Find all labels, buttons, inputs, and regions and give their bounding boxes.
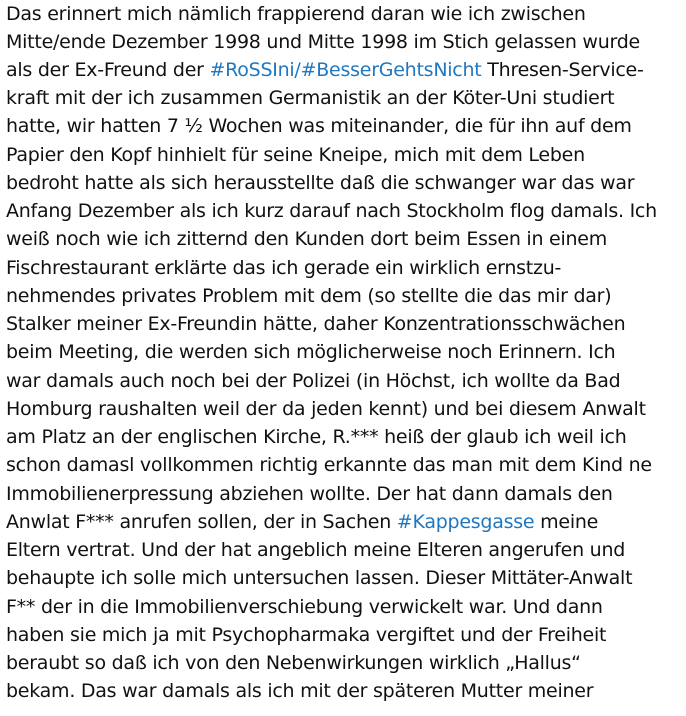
text-line: Anfang Dezember als ich kurz darauf nach Stockholm flog damals. Ich [6,200,657,222]
text-line: Mitte/ende Dezember 1998 und Mitte 1998 im Stich gelassen wurde [6,31,640,53]
text-line: hatte, wir hatten 7 ½ Wochen was miteinander, die für ihn auf dem [6,115,632,137]
text-line: Immobilienerpressung abziehen wollte. Der hat dann damals den [6,483,613,505]
hashtag-link-kappesgasse[interactable]: #Kappesgasse [396,511,535,533]
text-line: Papier den Kopf hinhielt für seine Kneipe, mich mit dem Leben [6,144,585,166]
text-line: nehmendes privates Problem mit dem (so stellte die das mir dar) [6,285,612,307]
text-line: schon damasl vollkommen richtig erkannte das man mit dem Kind ne [6,454,652,476]
text-line: Eltern vertrat. Und der hat angeblich meine Elteren angerufen und [6,539,626,561]
text-line: am Platz an der englischen Kirche, R.*** heiß der glaub ich weil ich [6,426,627,448]
text-segment: meine [534,511,599,533]
text-line: beraubt so daß ich von den Nebenwirkungen wirklich „Hallus“ [6,652,581,674]
text-line: Das erinnert mich nämlich frappierend daran wie ich zwischen [6,3,586,25]
text-line: Stalker meiner Ex-Freundin hätte, daher Konzentrationsschwächen [6,313,626,335]
text-line: Fischrestaurant erklärte das ich gerade ein wirklich ernstzu- [6,257,562,279]
text-line: behaupte ich solle mich untersuchen lassen. Dieser Mittäter-Anwalt [6,567,633,589]
text-line: bedroht hatte als sich herausstellte daß die schwanger war das war [6,172,635,194]
text-segment: Anwlat F*** anrufen sollen, der in Sachen [6,511,397,533]
text-line [6,57,644,83]
text-line: beim Meeting, die werden sich möglicherweise noch Erinnern. Ich [6,341,616,363]
text-line: bekam. Das war damals als ich mit der späteren Mutter meiner [6,680,594,702]
hashtag-link-rossini[interactable]: #RoSSIni/#BesserGehtsNicht [209,59,482,81]
text-line: Homburg raushalten weil der da jeden kennt) und bei diesem Anwalt [6,398,646,420]
text-segment: Thresen-Service- [481,59,644,81]
text-line [6,509,598,535]
text-line: kraft mit der ich zusammen Germanistik an der Köter-Uni studiert [6,87,615,109]
text-line: war damals auch noch bei der Polizei (in Höchst, ich wollte da Bad [6,370,621,392]
text-line: weiß noch wie ich zitternd den Kunden dort beim Essen in einem [6,228,607,250]
text-segment: als der Ex-Freund der [6,59,210,81]
text-line: haben sie mich ja mit Psychopharmaka vergiftet und der Freiheit [6,624,607,646]
text-line: F** der in die Immobilienverschiebung verwickelt war. Und dann [6,596,603,618]
